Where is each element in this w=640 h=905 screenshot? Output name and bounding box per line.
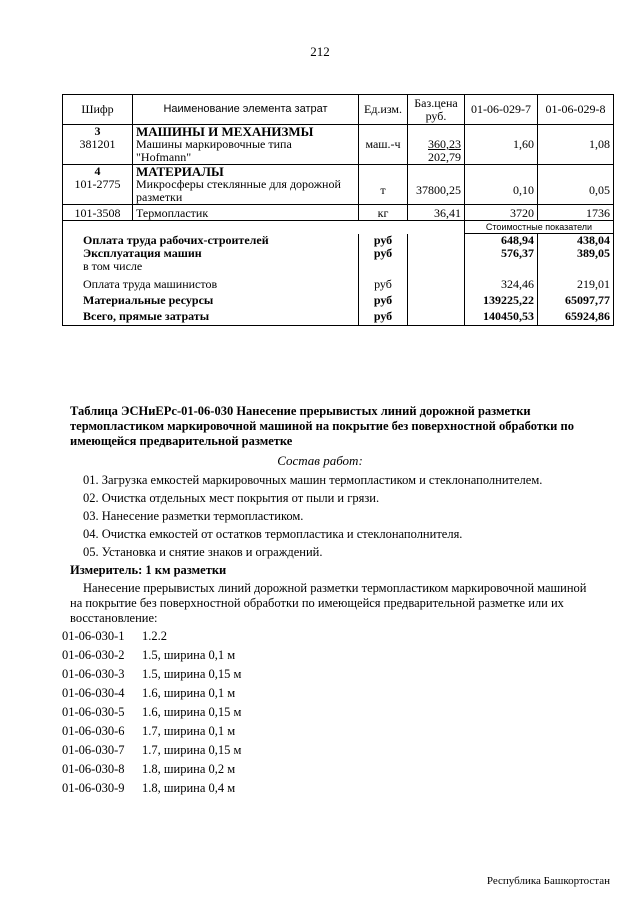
summary-row	[63, 307, 614, 326]
row-code: 101-3508	[63, 205, 133, 221]
summary-unit: руб	[359, 307, 408, 326]
variant-text: 1.6, ширина 0,15 м	[142, 705, 242, 719]
section-number: 3	[63, 125, 133, 139]
variant-code: 01-06-030-5	[62, 705, 125, 719]
table-row	[63, 138, 614, 165]
row-value-2: 0,05	[538, 178, 614, 205]
row-value-1: 3720	[465, 205, 538, 221]
col-header-price: Баз.цена руб.	[408, 95, 465, 125]
variant-code: 01-06-030-8	[62, 762, 125, 776]
row-code: 101-2775	[63, 178, 133, 205]
row-price-line1: 360,23	[428, 137, 461, 151]
row-value-2: 1,08	[538, 138, 614, 165]
row-name-line2: "Hofmann"	[136, 150, 192, 164]
row-price: 37800,25	[408, 178, 465, 205]
summary-unit: руб	[359, 291, 408, 307]
row-price: 36,41	[408, 205, 465, 221]
summary-row	[63, 273, 614, 291]
variant-code: 01-06-030-2	[62, 648, 125, 662]
summary-row	[63, 291, 614, 307]
table-title: Таблица ЭСНиЕРс-01-06-030 Нанесение прерывистых линий дорожной разметки термопластиком маркировочной машиной на покрытие без поверхностной обработки по имеющейся предварительной разметке	[70, 404, 574, 448]
variant-code: 01-06-030-4	[62, 686, 125, 700]
row-name-line1: Машины маркировочные типа	[136, 137, 292, 151]
variant-item	[62, 705, 241, 720]
summary-label: Эксплуатация машин	[63, 247, 359, 260]
variant-text: 1.8, ширина 0,4 м	[142, 781, 236, 795]
page-number: 212	[310, 44, 330, 59]
summary-value-2: 65924,86	[538, 307, 614, 326]
variant-item	[62, 648, 235, 663]
variant-item	[62, 686, 235, 701]
summary-unit: руб	[359, 247, 408, 260]
summary-value-1: 140450,53	[465, 307, 538, 326]
section-row	[63, 125, 614, 139]
work-step: 05. Установка и снятие знаков и ограждений.	[83, 545, 323, 559]
col-header-name: Наименование элемента затрат	[133, 95, 359, 125]
variant-item	[62, 762, 235, 777]
row-value-1: 0,10	[465, 178, 538, 205]
summary-value-1: 139225,22	[465, 291, 538, 307]
row-unit: т	[359, 178, 408, 205]
variant-code: 01-06-030-6	[62, 724, 125, 738]
variant-text: 1.7, ширина 0,15 м	[142, 743, 242, 757]
summary-value-1: 324,46	[465, 273, 538, 291]
variant-text: 1.7, ширина 0,1 м	[142, 724, 236, 738]
variant-code: 01-06-030-3	[62, 667, 125, 681]
work-composition-heading: Состав работ:	[277, 453, 363, 468]
summary-value-2: 389,05	[538, 247, 614, 260]
variant-text: 1.5, ширина 0,15 м	[142, 667, 242, 681]
page-footer: Республика Башкортостан	[486, 875, 610, 887]
description-line2: на покрытие без поверхностной обработки по имеющейся предварительной разметке или их восстановление:	[70, 596, 564, 625]
table-header-row	[63, 95, 614, 125]
row-value-2: 1736	[538, 205, 614, 221]
summary-row	[63, 260, 614, 273]
variant-text: 1.6, ширина 0,1 м	[142, 686, 236, 700]
variant-text: 1.2.2	[142, 629, 167, 643]
variant-code: 01-06-030-7	[62, 743, 125, 757]
row-unit: маш.-ч	[359, 138, 408, 165]
row-name: Термопластик	[133, 205, 359, 221]
work-step: 01. Загрузка емкостей маркировочных машин термопластиком и стеклонаполнителем.	[83, 473, 543, 487]
summary-value-2: 438,04	[538, 234, 614, 248]
variant-code: 01-06-030-1	[62, 629, 125, 643]
summary-unit: руб	[359, 273, 408, 291]
summary-value-1: 648,94	[465, 234, 538, 248]
summary-label: Оплата труда рабочих-строителей	[63, 234, 359, 248]
table-row	[63, 205, 614, 221]
col-header-v1: 01-06-029-7	[465, 95, 538, 125]
summary-value-2: 219,01	[538, 273, 614, 291]
variant-item	[62, 743, 241, 758]
summary-label: Всего, прямые затраты	[63, 307, 359, 326]
summary-row	[63, 234, 614, 248]
summary-value-2: 65097,77	[538, 291, 614, 307]
variant-item	[62, 781, 235, 796]
row-unit: кг	[359, 205, 408, 221]
col-header-v2: 01-06-029-8	[538, 95, 614, 125]
variant-item	[62, 724, 235, 739]
cost-header-row	[63, 221, 614, 234]
summary-value-1: 576,37	[465, 247, 538, 260]
section-title: МАШИНЫ И МЕХАНИЗМЫ	[133, 125, 359, 139]
measure-unit: Измеритель: 1 км разметки	[70, 563, 227, 577]
variant-item	[62, 629, 167, 644]
summary-unit: руб	[359, 234, 408, 248]
description-line1: Нанесение прерывистых линий дорожной разметки термопластиком маркировочной машиной	[83, 581, 587, 595]
work-step: 03. Нанесение разметки термопластиком.	[83, 509, 304, 523]
row-value-1: 1,60	[465, 138, 538, 165]
resource-table	[62, 94, 614, 326]
row-name-line1: Микросферы стеклянные для дорожной	[136, 177, 341, 191]
summary-row	[63, 247, 614, 260]
row-price-line2: 202,79	[428, 150, 461, 164]
cost-header: Стоимостные показатели	[465, 221, 614, 234]
section-number: 4	[63, 165, 133, 179]
summary-label: в том числе	[63, 260, 359, 273]
variant-text: 1.8, ширина 0,2 м	[142, 762, 236, 776]
section-title: МАТЕРИАЛЫ	[133, 165, 359, 179]
table-row	[63, 178, 614, 205]
row-name-line2: разметки	[136, 190, 183, 204]
row-name	[133, 178, 359, 205]
row-price	[408, 138, 465, 165]
work-step: 04. Очистка емкостей от остатков термопластика и стеклонаполнителя.	[83, 527, 463, 541]
summary-label: Материальные ресурсы	[63, 291, 359, 307]
section-row	[63, 165, 614, 179]
row-code: 381201	[63, 138, 133, 165]
variant-item	[62, 667, 241, 682]
variant-text: 1.5, ширина 0,1 м	[142, 648, 236, 662]
col-header-unit: Ед.изм.	[359, 95, 408, 125]
variant-code: 01-06-030-9	[62, 781, 125, 795]
col-header-code: Шифр	[63, 95, 133, 125]
summary-label: Оплата труда машинистов	[63, 273, 359, 291]
row-name	[133, 138, 359, 165]
work-step: 02. Очистка отдельных мест покрытия от пыли и грязи.	[83, 491, 380, 505]
